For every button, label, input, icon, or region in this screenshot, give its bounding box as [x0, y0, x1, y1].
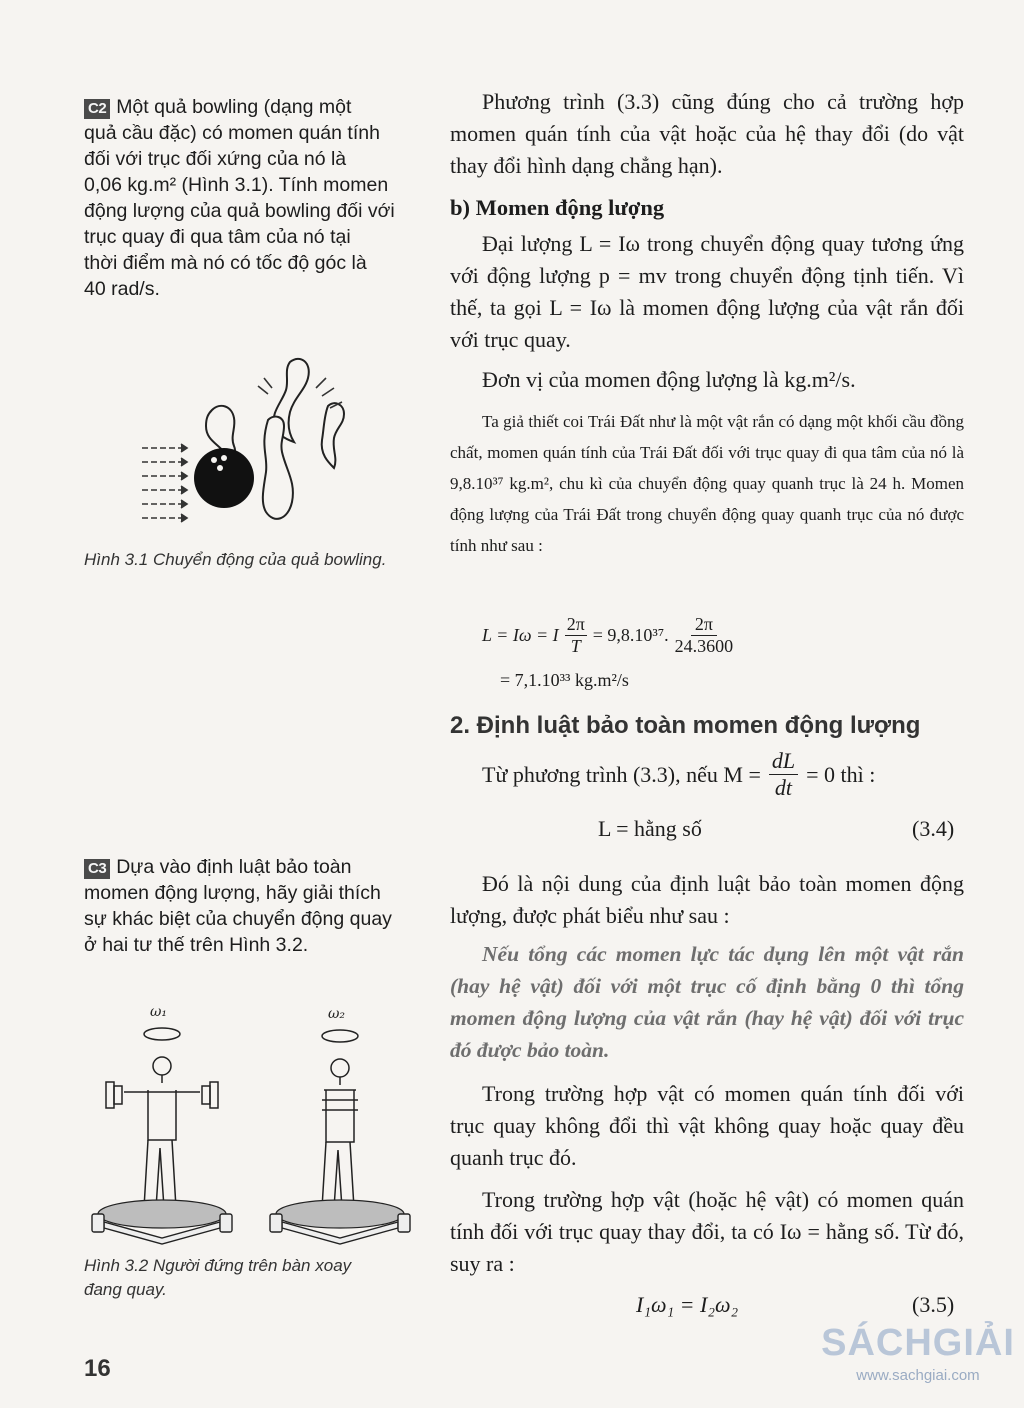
- paragraph-unit: Đơn vị của momen động lượng là kg.m²/s.: [482, 367, 856, 392]
- paragraph-constant-inertia: Trong trường hợp vật có momen quán tính đối với trục quay không đổi thì vật không quay hoặc quay đều quanh trục đó.: [450, 1081, 965, 1170]
- law-section: [450, 868, 964, 1280]
- earth-formula: L = Iω = I $\frac{2\pi}{T}$ = 9,8.10³⁷. 2π 24.3600: [482, 614, 734, 656]
- paragraph-definition: Đại lượng L = Iω trong chuyển động quay tương ứng với động lượng p = mv trong chuyển động tịnh tiến. Vì thế, ta gọi L = Iω là momen động lượng của vật rắn đối với trục quay.: [450, 231, 965, 352]
- fraction-dl-dt: $\frac{dL}{dt}$: [769, 748, 798, 801]
- fraction-2pi-over-t: $\frac{2\pi}{T}$: [566, 614, 585, 656]
- page-number: 16: [84, 1355, 111, 1382]
- heading-momen-dong-luong: b) Momen động lượng: [450, 195, 665, 220]
- exercise-c3-text: C3 Dựa vào định luật bảo toàn momen động lượng, hãy giải thích sự khác biệt của chuyển động quay ở hai tư thế trên Hình 3.2.: [84, 856, 392, 956]
- watermark-url: www.sachgiai.com: [856, 1367, 980, 1384]
- figure-3-1-caption: Hình 3.1 Chuyển động của quả bowling.: [84, 550, 387, 569]
- paragraph-law-intro: Đó là nội dung của định luật bảo toàn momen động lượng, được phát biểu như sau :: [450, 871, 965, 928]
- right-column: [450, 86, 964, 561]
- condition-line: Từ phương trình (3.3), nếu M = $\frac{dL}{dt}$ = 0 thì :: [482, 748, 876, 800]
- paragraph-variable-inertia: Trong trường hợp vật (hoặc hệ vật) có momen quán tính đối với trục quay thay đổi, ta có Iω = hằng số. Từ đó, suy ra :: [450, 1187, 965, 1276]
- example-earth: Ta giả thiết coi Trái Đất như là một vật rắn có dạng một khối cầu đồng chất, momen quán tính của Trái Đất đối với trục quay đi qua tâm của nó là 9,8.10³⁷ kg.m², chu kì của chuyển động quay quanh trục là 24 h. Momen động lượng của Trái Đất trong chuyển động quay quanh trục của nó được tính như sau :: [450, 412, 965, 555]
- equation-3-5-label: (3.5): [912, 1292, 955, 1317]
- watermark-title: SÁCHGIẢI: [821, 1322, 1015, 1364]
- bowling-figure: [140, 348, 350, 528]
- exercise-c3: [84, 854, 424, 958]
- section-2: [450, 712, 964, 740]
- turntable-figure: [84, 1000, 424, 1245]
- c2-badge: C2: [84, 99, 110, 119]
- equation-3-5: I₁ω₁ = I₂ω₂: [636, 1292, 739, 1317]
- watermark: [818, 1322, 1018, 1384]
- fraction-2pi-over-seconds: 2π 24.3600: [674, 614, 734, 656]
- paragraph-equation-3-3: Phương trình (3.3) cũng đúng cho cả trường hợp momen quán tính của vật hoặc của hệ thay đổi (do vật thay đổi hình dạng chẳng hạn).: [450, 89, 964, 178]
- earth-formula-result: = 7,1.10³³ kg.m²/s: [500, 670, 629, 690]
- equation-3-4-label: (3.4): [912, 816, 955, 841]
- figure-3-2-caption: Hình 3.2 Người đứng trên bàn xoay đang quay.: [84, 1256, 352, 1299]
- exercise-c2: [84, 94, 424, 302]
- law-statement: Nếu tổng các momen lực tác dụng lên một vật rắn (hay hệ vật) đối với một trục cố định bằng 0 thì tổng momen động lượng của vật rắn (hay hệ vật) đối với trục đó được bảo toàn.: [450, 942, 965, 1062]
- omega2-label: ω₂: [328, 1006, 346, 1022]
- equation-3-4: L = hằng số: [598, 816, 702, 841]
- c3-badge: C3: [84, 859, 110, 879]
- heading-conservation-law: 2. Định luật bảo toàn momen động lượng: [450, 712, 921, 739]
- omega1-label: ω₁: [150, 1004, 168, 1020]
- exercise-c2-text: C2 Một quả bowling (dạng một quả cầu đặc) có momen quán tính đối với trục đối xứng của nó là 0,06 kg.m² (Hình 3.1). Tính momen động lượng của quả bowling đối với trục quay đi qua tâm của nó tại thời điểm mà nó có tốc độ góc là 40 rad/s.: [84, 96, 395, 300]
